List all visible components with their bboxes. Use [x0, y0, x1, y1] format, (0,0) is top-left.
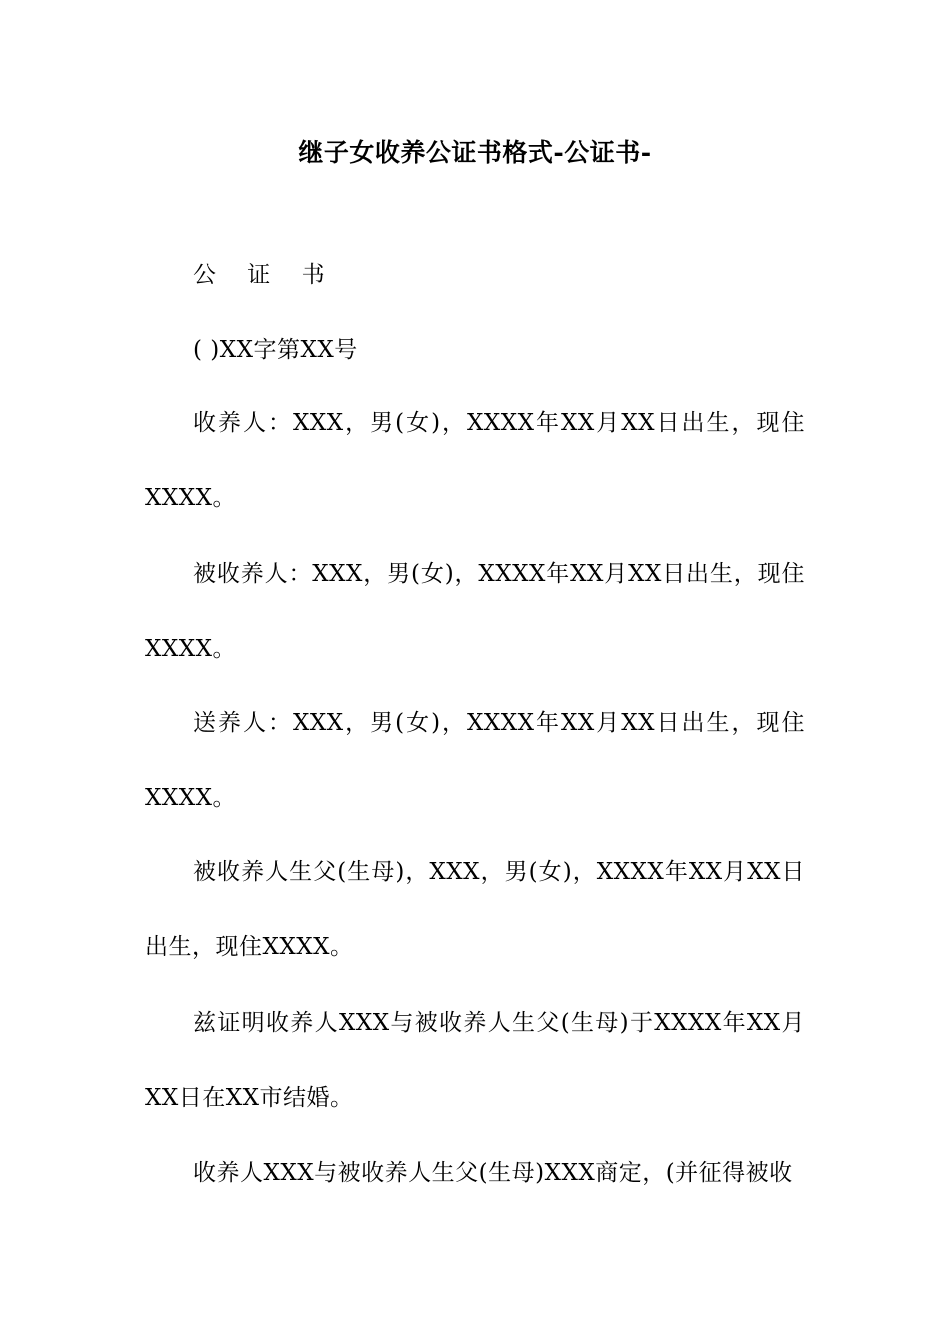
paragraph-adopter: 收养人：XXX，男(女)，XXXX年XX月XX日出生，现住XXXX。 [145, 410, 805, 511]
paragraph-adoptee: 被收养人：XXX，男(女)，XXXX年XX月XX日出生，现住XXXX。 [145, 561, 805, 662]
document-title: 继子女收养公证书格式-公证书- [298, 138, 652, 167]
certificate-number: ( )XX字第XX号 [193, 337, 358, 363]
paragraph-birth-parent: 被收养人生父(生母)，XXX，男(女)，XXXX年XX月XX日出生，现住XXXX。 [145, 859, 805, 960]
certificate-heading: 公 证 书 [193, 262, 337, 288]
paragraph-agreement: 收养人XXX与被收养人生父(生母)XXX商定，(并征得被收 [193, 1160, 793, 1186]
paragraph-placer: 送养人：XXX，男(女)，XXXX年XX月XX日出生，现住XXXX。 [145, 710, 805, 811]
paragraph-marriage-proof: 兹证明收养人XXX与被收养人生父(生母)于XXXX年XX月XX日在XX市结婚。 [145, 1010, 805, 1111]
